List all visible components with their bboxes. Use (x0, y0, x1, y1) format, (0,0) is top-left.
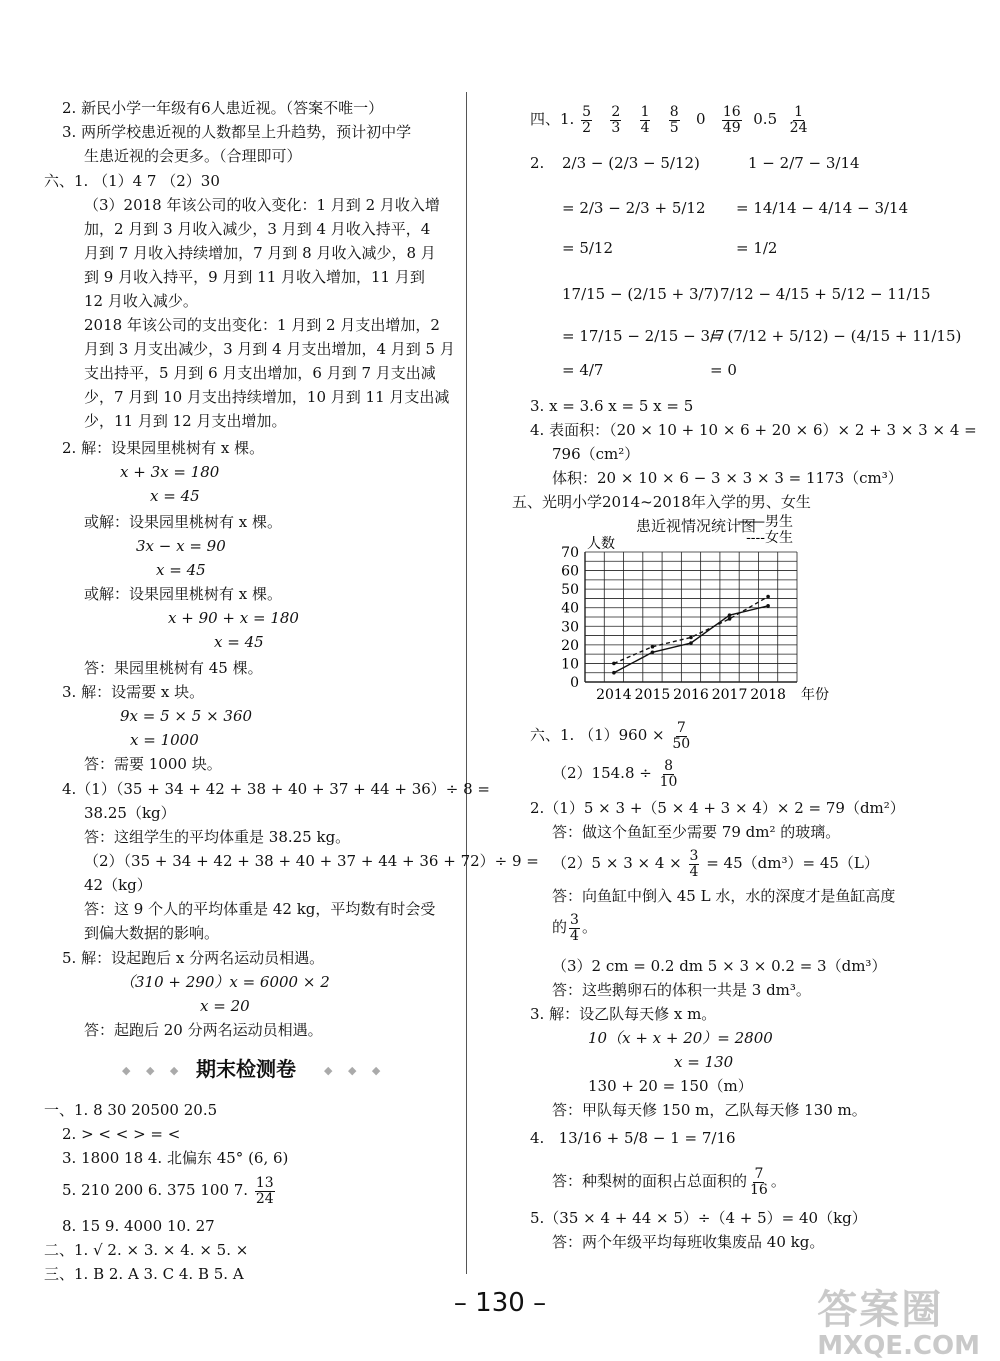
x-tick-label: 2018 (750, 687, 786, 703)
data-point (651, 645, 655, 649)
y-tick-label: 30 (561, 619, 579, 636)
question-number: 2. (530, 154, 545, 172)
answer-text: 。 (770, 1172, 786, 1190)
answer-text: 六、1. （1）960 × (530, 726, 665, 744)
equation: 10（x + x + 20）= 2800 (588, 1029, 773, 1047)
equation: x + 90 + x = 180 (168, 609, 299, 627)
y-tick-label: 40 (561, 600, 579, 617)
answer-line: 2. > < < > = < (62, 1125, 181, 1143)
equation: x = 45 (214, 633, 264, 651)
numerator: 5 (582, 103, 592, 120)
answer-line: （2）（35 + 34 + 42 + 38 + 40 + 37 + 44 + 36 + 72）÷ 9 = (84, 852, 539, 870)
denominator: 24 (789, 119, 808, 136)
answer-line: 答：两个年级平均每班收集废品 40 kg。 (552, 1233, 825, 1251)
numerator: 8 (669, 103, 679, 120)
y-tick-label: 20 (561, 637, 579, 654)
calc-line: = 5/12 (562, 239, 614, 257)
numerator: 2 (611, 103, 621, 120)
answer-line: 体积：20 × 10 × 6 − 3 × 3 × 3 = 1173（cm³） (552, 469, 903, 487)
section-title: 期末检测卷 (196, 1057, 296, 1081)
answer-text: 答：种梨树的面积占总面积的 (552, 1172, 748, 1190)
data-point (766, 595, 770, 599)
legend-boys: ——男生 (737, 514, 793, 530)
fraction (610, 105, 621, 136)
answer-line: 2. 新民小学一年级有6人患近视。（答案不唯一） (62, 99, 384, 117)
denominator: 3 (611, 119, 621, 136)
answer-text: （2）154.8 ÷ (552, 764, 652, 782)
equation: x = 1000 (130, 731, 199, 749)
x-axis-label: 年份 (801, 687, 829, 703)
answer-line: 月到 3 月支出减少，3 月到 4 月支出增加，4 月到 5 月 (84, 340, 455, 358)
equation: （310 + 290）x = 6000 × 2 (120, 973, 330, 991)
denominator: 5 (669, 119, 679, 136)
fraction (669, 105, 680, 136)
fraction (659, 759, 679, 790)
equation: 9x = 5 × 5 × 360 (120, 707, 253, 725)
fraction (581, 105, 592, 136)
series-line-girls (614, 597, 768, 664)
denominator: 2 (582, 119, 592, 136)
answer-line (552, 756, 680, 790)
answer-line: 答：向鱼缸中倒入 45 L 水，水的深度才是鱼缸高度 (552, 887, 896, 905)
answer-text: 5. 210 200 6. 375 100 7. (62, 1181, 249, 1199)
denominator: 4 (570, 927, 579, 944)
answer-line: 答：果园里桃树有 45 棵。 (84, 659, 263, 677)
answer-line: 三、1. B 2. A 3. C 4. B 5. A (44, 1265, 244, 1283)
answer-line (552, 1164, 786, 1198)
calc-line: = (7/12 + 5/12) − (4/15 + 11/15) (710, 327, 962, 345)
denominator: 50 (672, 735, 691, 752)
numerator: 3 (689, 847, 699, 864)
answer-line: 5. 解：设起跑后 x 分两名运动员相遇。 (62, 949, 325, 967)
y-axis-label: 人数 (587, 536, 615, 552)
answer-line: 答：甲队每天修 150 m，乙队每天修 130 m。 (552, 1101, 867, 1119)
fraction (255, 1176, 275, 1207)
x-tick-label: 2016 (673, 687, 709, 703)
data-point (728, 617, 732, 621)
calc-line: 13/16 + 5/8 − 1 = 7/16 (558, 1129, 736, 1147)
answer-line: 3. x = 3.6 x = 5 x = 5 (530, 397, 694, 415)
decoration-left: ◆ ◆ ◆ (122, 1064, 185, 1077)
calc-line: 7/12 − 4/15 + 5/12 − 11/15 (720, 285, 931, 303)
answer-text: 。 (581, 918, 597, 936)
answer-text: 的 (552, 918, 568, 936)
answer-line: 加，2 月到 3 月收入减少，3 月到 4 月收入持平，4 (84, 220, 431, 238)
answer-line: 少，11 月到 12 月支出增加。 (84, 412, 287, 430)
answer-line: 答：这组学生的平均体重是 38.25 kg。 (84, 828, 351, 846)
answer-line: 2.（1）5 × 3 +（5 × 4 + 3 × 4）× 2 = 79（dm²） (530, 799, 905, 817)
denominator: 4 (689, 863, 699, 880)
numerator: 7 (676, 719, 686, 736)
chart-heading: 五、光明小学2014~2018年入学的男、女生 (512, 493, 811, 511)
answer-line: 生患近视的会更多。（合理即可） (84, 147, 302, 165)
answer-line: 5.（35 × 4 + 44 × 5）÷（4 + 5）= 40（kg） (530, 1209, 867, 1227)
answer-line: 答：这些鹅卵石的体积一共是 3 dm³。 (552, 981, 811, 999)
answer-line: 答：起跑后 20 分两名运动员相遇。 (84, 1021, 323, 1039)
answer-line (552, 846, 879, 880)
answer-line: 一、1. 8 30 20500 20.5 (44, 1101, 218, 1119)
fraction (640, 105, 651, 136)
fraction (749, 1167, 769, 1198)
numerator: 1 (640, 103, 650, 120)
watermark-logo: 答案圈 (817, 1287, 944, 1333)
x-tick-label: 2017 (711, 687, 748, 703)
data-point (689, 636, 693, 640)
numerator: 7 (754, 1165, 764, 1182)
fraction (569, 913, 580, 944)
answer-line: 3. 解：设乙队每天修 x m。 (530, 1005, 717, 1023)
equation: 3x − x = 90 (136, 537, 226, 555)
answer-line: 支出持平，5 月到 6 月支出增加，6 月到 7 月支出减 (84, 364, 436, 382)
numerator: 13 (255, 1174, 274, 1191)
answer-line (530, 102, 811, 136)
fraction (722, 105, 742, 136)
data-point (612, 671, 616, 675)
watermark (817, 1278, 980, 1361)
answer-line: 4.（1）（35 + 34 + 42 + 38 + 40 + 37 + 44 + 36）÷ 8 = (62, 780, 490, 798)
answer-line: 到 9 月收入持平，9 月到 11 月收入增加，11 月到 (84, 268, 425, 286)
answer-line: 3. 1800 18 4. 北偏东 45° (6, 6) (62, 1149, 289, 1167)
calc-line: = 17/15 − 2/15 − 3/7 (562, 327, 725, 345)
answer-line: 3. 解：设需要 x 块。 (62, 683, 205, 701)
denominator: 4 (640, 119, 650, 136)
answer-line (530, 1128, 736, 1148)
numerator: 3 (570, 911, 579, 928)
fraction (671, 721, 691, 752)
y-tick-label: 10 (561, 656, 579, 673)
series-line-boys (614, 606, 768, 673)
y-tick-label: 70 (561, 545, 579, 561)
chart-heading: 患近视情况统计图 (636, 517, 757, 535)
answer-line: 答：这 9 个人的平均体重是 42 kg，平均数有时会受 (84, 900, 436, 918)
numerator: 8 (664, 757, 673, 774)
answer-text: 0.5 (753, 110, 778, 128)
x-tick-label: 2014 (596, 687, 632, 703)
answer-line: 42（kg） (84, 876, 152, 894)
denominator: 24 (255, 1190, 274, 1207)
equation: x = 20 (200, 997, 250, 1015)
calc-line: 2/3 − (2/3 − 5/12) (562, 154, 700, 172)
numerator: 1 (794, 103, 804, 120)
answer-line: 796（cm²） (552, 445, 640, 463)
answer-line: 2018 年该公司的支出变化：1 月到 2 月支出增加，2 (84, 316, 440, 334)
answer-line (552, 910, 597, 944)
answer-line: 答：做这个鱼缸至少需要 79 dm² 的玻璃。 (552, 823, 841, 841)
question-number: 4. (530, 1129, 545, 1147)
legend-girls: ----女生 (746, 530, 793, 546)
calc-line: = 4/7 (562, 361, 604, 379)
answer-line: 12 月收入减少。 (84, 292, 198, 310)
answer-line (62, 1173, 277, 1207)
data-point (651, 650, 655, 654)
fraction (789, 105, 809, 136)
equation: 130 + 20 = 150（m） (588, 1077, 753, 1095)
x-tick-label: 2015 (634, 687, 671, 703)
answer-line: （3）2 cm = 0.2 dm 5 × 3 × 0.2 = 3（dm³） (552, 957, 887, 975)
equation: x + 3x = 180 (120, 463, 220, 481)
calc-line: = 1/2 (736, 239, 778, 257)
answer-line: 月到 7 月收入持续增加，7 月到 8 月收入减少，8 月 (84, 244, 436, 262)
answer-text: （2）5 × 3 × 4 × (552, 854, 682, 872)
calc-line: 17/15 − (2/15 + 3/7) (562, 285, 719, 303)
data-point (612, 662, 616, 666)
calc-line: = 2/3 − 2/3 + 5/12 (562, 199, 706, 217)
equation: x = 130 (674, 1053, 734, 1071)
data-point (728, 613, 732, 617)
equation: x = 45 (156, 561, 206, 579)
answer-line: 2. 解：设果园里桃树有 x 棵。 (62, 439, 265, 457)
equation: x = 45 (150, 487, 200, 505)
answer-line: 六、1. （1）4 7 （2）30 (44, 172, 220, 190)
answer-line: （3）2018 年该公司的收入变化：1 月到 2 月收入增 (84, 196, 440, 214)
decoration-right: ◆ ◆ ◆ (324, 1064, 387, 1077)
answer-line: 少，7 月到 10 月支出持续增加，10 月到 11 月支出减 (84, 388, 450, 406)
fraction (689, 849, 700, 880)
page-number: – 130 – (453, 1288, 547, 1318)
answer-line: 或解：设果园里桃树有 x 棵。 (84, 585, 282, 603)
answer-line: 38.25（kg） (84, 804, 176, 822)
denominator: 49 (722, 119, 741, 136)
y-tick-label: 60 (561, 563, 579, 580)
calc-line: = 14/14 − 4/14 − 3/14 (736, 199, 909, 217)
denominator: 10 (659, 773, 678, 790)
answer-line: 或解：设果园里桃树有 x 棵。 (84, 513, 282, 531)
y-tick-label: 50 (561, 582, 579, 599)
numerator: 16 (722, 103, 741, 120)
calc-line: = 0 (710, 361, 737, 379)
watermark-url: MXQE.COM (817, 1331, 980, 1361)
y-tick-label: 0 (570, 675, 579, 691)
answer-line: 二、1. √ 2. × 3. × 4. × 5. × (44, 1241, 249, 1259)
data-point (766, 604, 770, 608)
answer-line (530, 718, 693, 752)
answer-line: 4. 表面积：（20 × 10 + 10 × 6 + 20 × 6）× 2 + 3 × 3 × 4 = (530, 421, 977, 439)
answer-text: 0 (696, 110, 706, 128)
answer-line: 到偏大数据的影响。 (84, 924, 220, 942)
answer-line: 8. 15 9. 4000 10. 27 (62, 1217, 215, 1235)
denominator: 16 (750, 1181, 768, 1198)
question-number: 四、1. (530, 110, 575, 128)
answer-line: 答：需要 1000 块。 (84, 755, 222, 773)
answer-text: = 45（dm³）= 45（L） (706, 854, 879, 872)
answer-line: 3. 两所学校患近视的人数都呈上升趋势，预计初中学 (62, 123, 412, 141)
column-divider (466, 92, 467, 1274)
calc-line: 1 − 2/7 − 3/14 (748, 154, 860, 172)
data-point (689, 641, 693, 645)
